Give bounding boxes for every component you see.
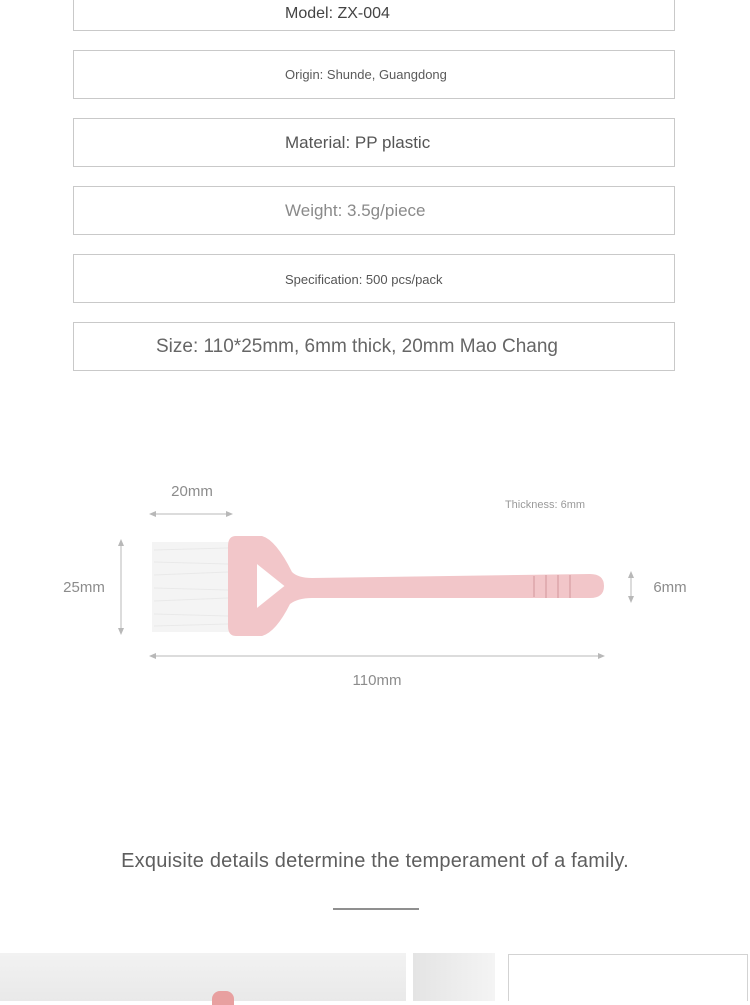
spec-specification-text: Specification: 500 pcs/pack	[285, 272, 443, 287]
bristles-graphic	[152, 542, 230, 632]
spec-material-text: Material: PP plastic	[285, 133, 431, 152]
dimension-label-thickness: 6mm	[653, 579, 687, 596]
spec-size-text: Size: 110*25mm, 6mm thick, 20mm Mao Chang	[156, 336, 558, 357]
tagline-heading: Exquisite details determine the temperament of a family.	[121, 850, 629, 872]
spec-box-model	[73, 0, 675, 31]
brush-handle-graphic	[228, 536, 604, 636]
dimension-label-length: 110mm	[352, 672, 402, 689]
spec-box-material	[73, 118, 675, 167]
spec-origin-text: Origin: Shunde, Guangdong	[285, 67, 447, 82]
spec-box-weight	[73, 186, 675, 235]
product-photo-left	[0, 953, 406, 1001]
dimension-label-width: 20mm	[171, 483, 213, 500]
product-photo-right	[508, 954, 748, 1001]
spec-box-specification	[73, 254, 675, 303]
spec-box-origin	[73, 50, 675, 99]
dimension-label-height: 25mm	[63, 579, 105, 596]
spec-model-text: Model: ZX-004	[285, 5, 390, 22]
spec-box-size	[73, 322, 675, 371]
product-photo-middle	[413, 953, 495, 1001]
tagline-divider	[333, 908, 419, 910]
brush-tip-shape	[212, 991, 234, 1005]
thickness-note-label: Thickness: 6mm	[504, 499, 586, 511]
brush-dimension-diagram	[0, 460, 750, 710]
spec-weight-text: Weight: 3.5g/piece	[285, 201, 426, 220]
